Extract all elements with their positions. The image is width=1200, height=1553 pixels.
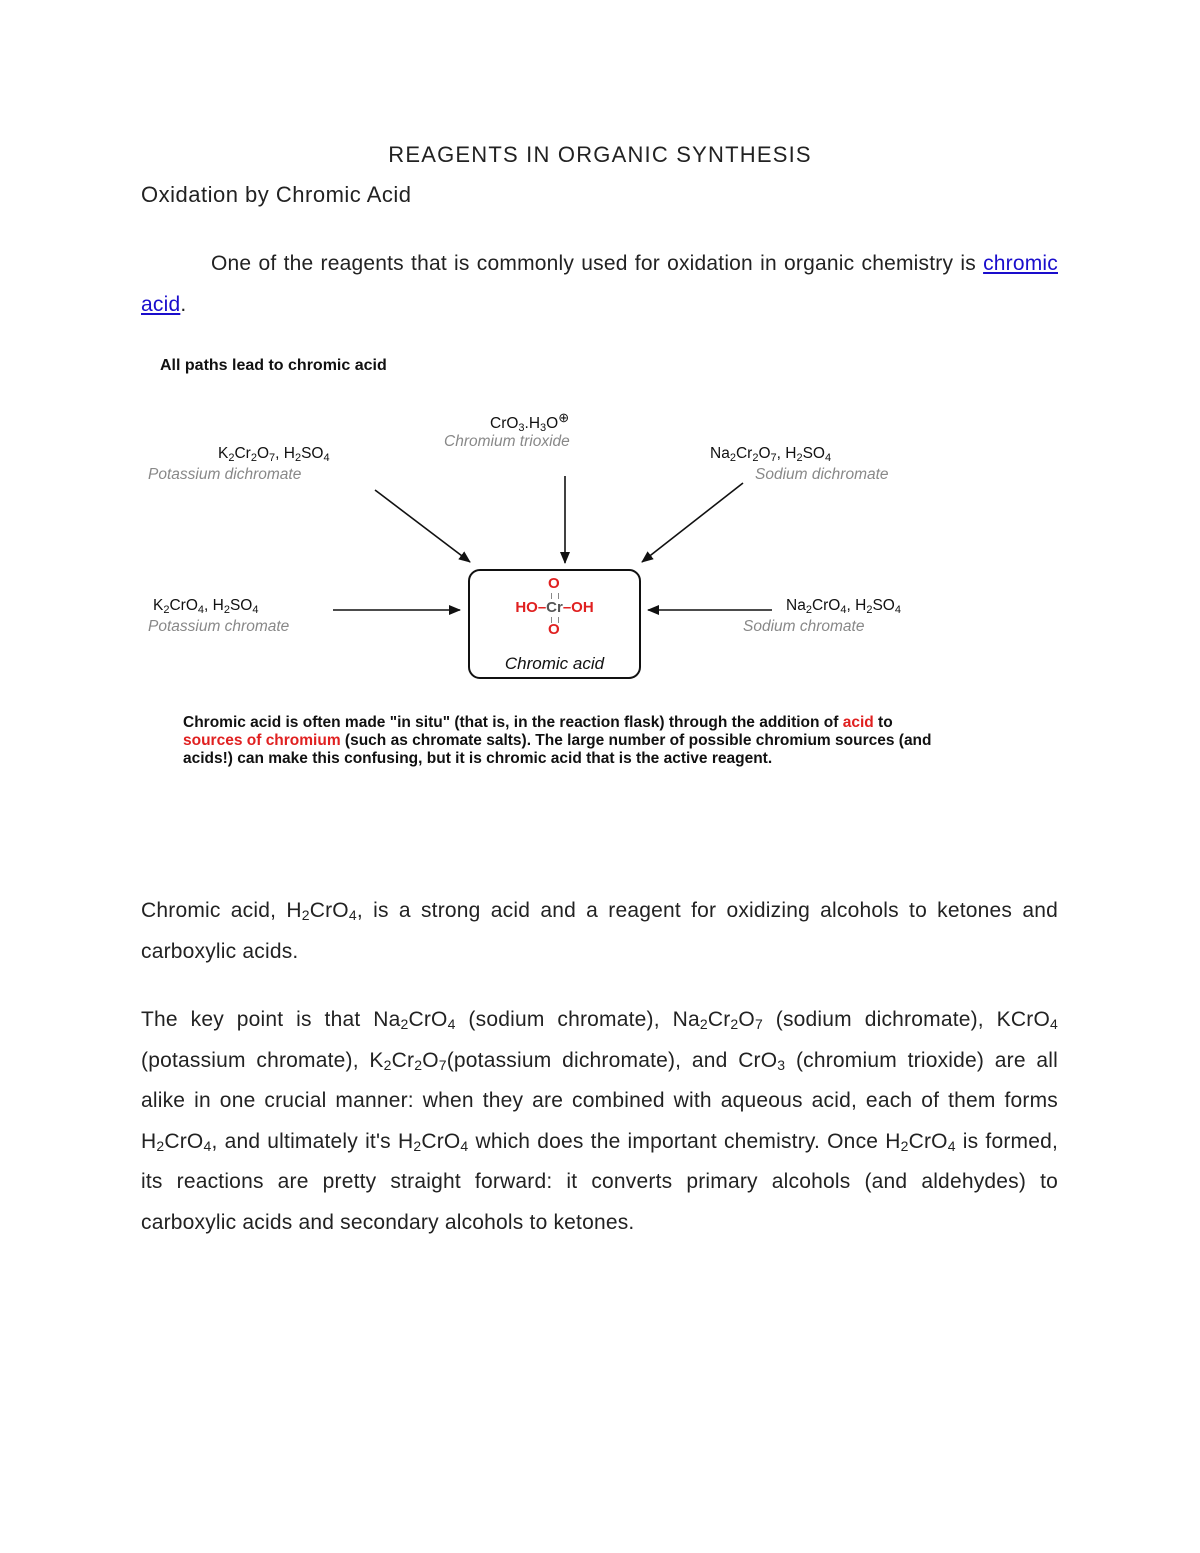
charge-plus-icon: ⊕ (558, 410, 570, 425)
formula-text: SO (872, 597, 895, 614)
oxygen-top: O (548, 575, 560, 592)
formula-subscript: 7 (269, 452, 276, 464)
formula-text: CrO (811, 597, 841, 614)
formula-subscript: 2 (163, 604, 170, 616)
p2-sub-2: 4 (348, 907, 357, 923)
formula-subscript: 2 (866, 604, 873, 616)
hydroxyl-right: –OH (562, 599, 594, 616)
formula-text: K (153, 597, 164, 614)
p3-subscript: 2 (900, 1137, 909, 1154)
name-na-chromate: Sodium chromate (743, 618, 865, 635)
formula-text: O (758, 445, 771, 462)
page-title: REAGENTS IN ORGANIC SYNTHESIS (388, 142, 812, 167)
formula-text: CrO (169, 597, 198, 614)
figure-heading: All paths lead to chromic acid (160, 357, 387, 374)
p3-subscript: 2 (156, 1137, 165, 1154)
p3-subscript: 4 (203, 1137, 212, 1154)
source-potassium-chromate (148, 597, 290, 636)
p3-text: Cr (707, 1008, 731, 1031)
formula-text: O (546, 415, 559, 432)
p3-subscript: 2 (414, 1056, 423, 1073)
p3-text: CrO (908, 1129, 948, 1153)
caption-part-2: to (873, 714, 893, 731)
p3-text: , and ultimately it's H (211, 1129, 414, 1153)
formula-cr-trioxide (490, 415, 558, 432)
figure-caption (183, 714, 943, 768)
source-chromium-trioxide (444, 410, 570, 451)
p3-text: is formed, its reactions are pretty straight forward: it converts primary alcohols (and aldehydes) to carboxylic acids and secondary alcohols to ketones. (141, 1129, 1058, 1234)
intro-text: One of the reagents that is commonly used for oxidation in organic chemistry is (211, 252, 984, 275)
formula-text: Na (786, 597, 806, 614)
formula-text: K (218, 445, 229, 462)
formula-subscript: 2 (223, 604, 230, 616)
formula-na-chromate (786, 597, 901, 614)
p3-subscript: 4 (460, 1137, 469, 1154)
name-k-dichromate: Potassium dichromate (148, 466, 302, 483)
p3-subscript: 3 (777, 1056, 786, 1073)
chromic-acid-label: Chromic acid (504, 654, 605, 673)
chromic-acid-figure (140, 350, 960, 800)
hydroxyl-left: HO– (515, 599, 547, 616)
p3-text: CrO (164, 1129, 204, 1153)
chromium-atom: Cr (546, 599, 563, 616)
formula-subscript: 4 (840, 604, 847, 616)
formula-subscript: 3 (518, 422, 525, 434)
intro-paragraph (141, 244, 1058, 325)
formula-subscript: 4 (894, 604, 901, 616)
formula-subscript: 2 (729, 452, 736, 464)
oxygen-bottom: O (548, 621, 560, 638)
chromic-acid-box (468, 569, 641, 679)
name-k-chromate: Potassium chromate (148, 618, 290, 635)
formula-text: SO (229, 597, 253, 614)
p3-subscript: 2 (400, 1016, 409, 1032)
formula-subscript: 4 (323, 452, 330, 464)
formula-text: , H (776, 445, 797, 462)
formula-text: .H (524, 415, 541, 432)
p3-subscript: 7 (438, 1056, 447, 1073)
formula-subscript: 4 (252, 604, 259, 616)
section-subtitle: Oxidation by Chromic Acid (141, 182, 412, 207)
formula-subscript: 4 (197, 604, 205, 616)
p3-text: (potassium dichromate), and CrO (446, 1048, 778, 1072)
formula-subscript: 2 (250, 452, 257, 464)
formula-subscript: 3 (540, 422, 547, 434)
p3-subscript: 2 (730, 1016, 739, 1032)
arrow-na-dichromate (642, 483, 743, 562)
arrow-k-dichromate (375, 490, 470, 562)
p2-sub-1: 2 (301, 907, 310, 923)
caption-part-1: Chromic acid is often made "in situ" (that is, in the reaction flask) through the addition of (183, 714, 843, 731)
formula-text: Na (710, 445, 730, 462)
source-sodium-chromate (743, 597, 901, 636)
formula-subscript: 2 (805, 604, 812, 616)
formula-text: , H (846, 597, 867, 614)
p3-subscript: 2 (413, 1137, 422, 1154)
p3-text: The key point is that Na (141, 1008, 401, 1031)
p3-text: CrO (421, 1129, 461, 1153)
intro-end: . (180, 292, 187, 316)
formula-subscript: 4 (824, 452, 832, 464)
p3-text: Cr (391, 1048, 415, 1072)
formula-text: SO (802, 445, 825, 462)
formula-subscript: 2 (294, 452, 302, 464)
p3-subscript: 4 (1049, 1016, 1058, 1032)
p3-text: O (422, 1048, 439, 1072)
formula-k-dichromate (218, 445, 330, 462)
formula-text: Cr (234, 445, 251, 462)
p3-text: (sodium dichromate), KCrO (762, 1008, 1050, 1031)
formula-text: , H (275, 445, 295, 462)
caption-red-sources: sources of chromium (183, 732, 341, 749)
caption-part-3: (such as chromate salts). The large number of possible chromium sources (and acids!) can make this confusing, but it is chromic acid that is the active reagent. (183, 732, 932, 767)
p3-subscript: 2 (383, 1056, 392, 1073)
p2-text-2: CrO (309, 899, 349, 922)
formula-subscript: 2 (752, 452, 759, 464)
p2-text-1: Chromic acid, H (141, 899, 302, 922)
key-point-paragraph (141, 1000, 1058, 1243)
chromic-acid-link[interactable]: chromic acid (141, 252, 1058, 316)
formula-text: CrO (490, 415, 519, 432)
name-na-dichromate: Sodium dichromate (755, 466, 889, 483)
p3-subscript: 4 (947, 1137, 956, 1154)
p3-text: CrO (408, 1008, 448, 1031)
source-potassium-dichromate (148, 445, 330, 484)
source-sodium-dichromate (710, 445, 889, 484)
p3-subscript: 4 (447, 1016, 456, 1032)
chromic-acid-structure (470, 599, 639, 616)
formula-subscript: 2 (796, 452, 803, 464)
p3-subscript: 7 (754, 1016, 763, 1032)
formula-subscript: 7 (770, 452, 777, 464)
formula-text: SO (301, 445, 324, 462)
caption-red-acid: acid (842, 714, 874, 731)
p3-text: O (738, 1008, 755, 1031)
p3-text: (chromium trioxide) are all alike in one crucial manner: when they are combined with aqueous acid, each of them forms H (141, 1048, 1058, 1153)
formula-subscript: 2 (228, 452, 235, 464)
formula-text: Cr (735, 445, 753, 462)
p3-text: (sodium chromate), Na (455, 1008, 700, 1031)
formula-text: O (256, 445, 270, 462)
p3-text: (potassium chromate), K (141, 1048, 384, 1072)
formula-na-dichromate (710, 445, 831, 462)
p3-subscript: 2 (699, 1016, 708, 1032)
formula-k-chromate (153, 597, 258, 614)
formula-text: , H (204, 597, 224, 614)
p2-text-3: , is a strong acid and a reagent for oxidizing alcohols to ketones and carboxylic acids. (141, 899, 1058, 963)
p3-text: which does the important chemistry. Once H (468, 1129, 901, 1153)
name-cr-trioxide: Chromium trioxide (444, 433, 570, 450)
chromic-acid-paragraph (141, 891, 1058, 972)
